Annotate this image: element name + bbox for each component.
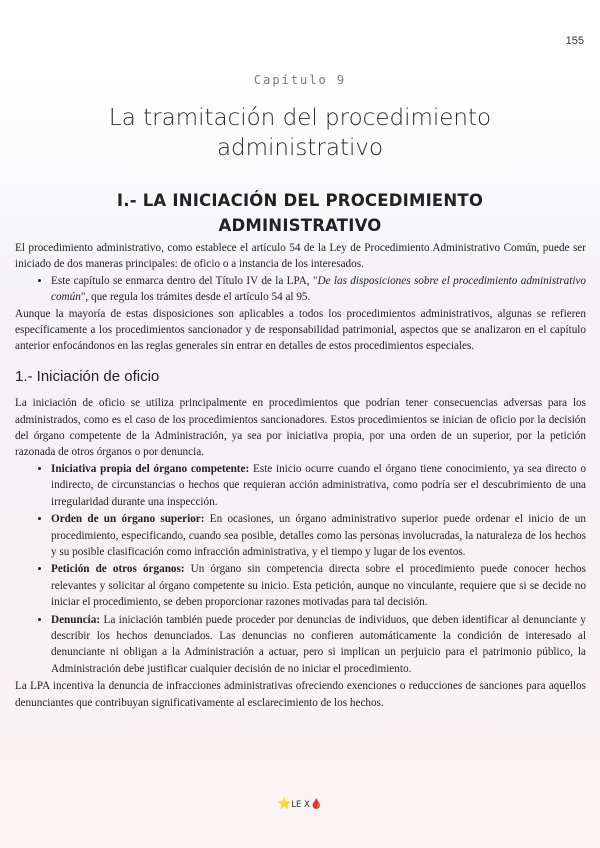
list-item-text: Un órgano sin competencia directa sobre el procedimiento puede conocer hechos relevantes y solicitar al órgano competente su inicio. Esta petición, aunque no vinculante, requiere que si se decide no iniciar el procedimiento, se deben proporcionar razones motivadas para tal decisión. [51,563,586,609]
chapter-title: La tramitación del procedimiento administrativo [108,105,492,161]
intro-paragraph: El procedimiento administrativo, como establece el artículo 54 de la Ley de Procedimiento Administrativo Común, puede ser iniciado de dos maneras principales: de oficio o a instancia de los interesados. [15,242,586,271]
section-heading: I.- LA INICIACIÓN DEL PROCEDIMIENTO ADMINISTRATIVO [116,191,484,235]
intro-bullet-title: De las disposiciones sobre el procedimiento administrativo común [51,274,586,304]
closing-paragraph: La LPA incentiva la denuncia de infracciones administrativas ofreciendo exenciones o reducciones de sanciones para aquellos denunciantes que contribuyan significativamente al esclarecimiento de los hechos. [15,680,586,709]
footer-logo-text: LE X [291,800,310,810]
list-item [51,561,586,610]
list-item [51,612,586,678]
list-item-term: Denuncia: [51,613,101,626]
subsection-heading: 1.- Iniciación de oficio [15,367,160,385]
page-number: 155 [565,35,584,47]
intro-bullet-list [15,273,586,306]
list-item-term: Iniciativa propia del órgano competente: [51,462,250,475]
list-item-text: En ocasiones, un órgano administrativo superior puede ordenar el inicio de un procedimiento, especificando, cuando sea posible, detalles como las personas involucradas, la naturaleza de los hechos y su posible clasificación como infracción administrativa, y el tiempo y lugar de los eventos. [51,513,586,558]
subsection-paragraph: La iniciación de oficio se utiliza principalmente en procedimientos que podrían tener consecuencias adversas para los administrados, como es el caso de los procedimientos sancionadores. Estos procedimientos se inician de oficio por la decisión del órgano competente de la Administración, ya sea por iniciativa propia, por una orden de un superior, por la petición razonada de otros órganos o por denuncia. [15,397,586,459]
list-item [51,511,586,560]
intro-bullet-text-start: Este capítulo se enmarca dentro del Título IV de la LPA, " [51,274,318,287]
star-icon: ⭐ [277,797,292,810]
list-item [51,461,586,510]
list-item-term: Petición de otros órganos: [51,563,185,576]
intro-paragraph-2: Aunque la mayoría de estas disposiciones son aplicables a todos los procedimientos administrativos, algunas se refieren específicamente a los procedimientos sancionador y de responsabilidad patrimonial, aspectos que se analizaron en el capítulo anterior enfocándonos en las reglas generales sin entrar en detalles de estos procedimientos especiales. [15,307,586,353]
list-item-text: La iniciación también puede proceder por denuncias de individuos, que deben identificar al denunciante y describir los hechos denunciados. Las denuncias no confieren automáticamente la condición de interesado al denunciante ni obligan a la Administración a actuar, pero si implican un perjuicio para el patrimonio público, la Administración debe justificar cualquier decisión de no iniciar el procedimiento. [51,613,586,675]
intro-bullet [51,273,586,306]
list-item-text: Este inicio ocurre cuando el órgano tiene conocimiento, ya sea directo o indirecto, de circunstancias o hechos que requieran acción administrativa, como podría ser el descubrimiento de una irregularidad durante una inspección. [51,462,586,508]
chapter-label: Capítulo 9 [253,73,347,87]
intro-bullet-text-end: ", que regula los trámites desde el artículo 54 al 95. [80,291,311,304]
list-item-term: Orden de un órgano superior: [51,513,205,526]
initiation-types-list [15,461,586,677]
footer-logo [0,797,600,810]
drop-icon: 🩸 [309,799,323,810]
page-content [15,240,586,711]
